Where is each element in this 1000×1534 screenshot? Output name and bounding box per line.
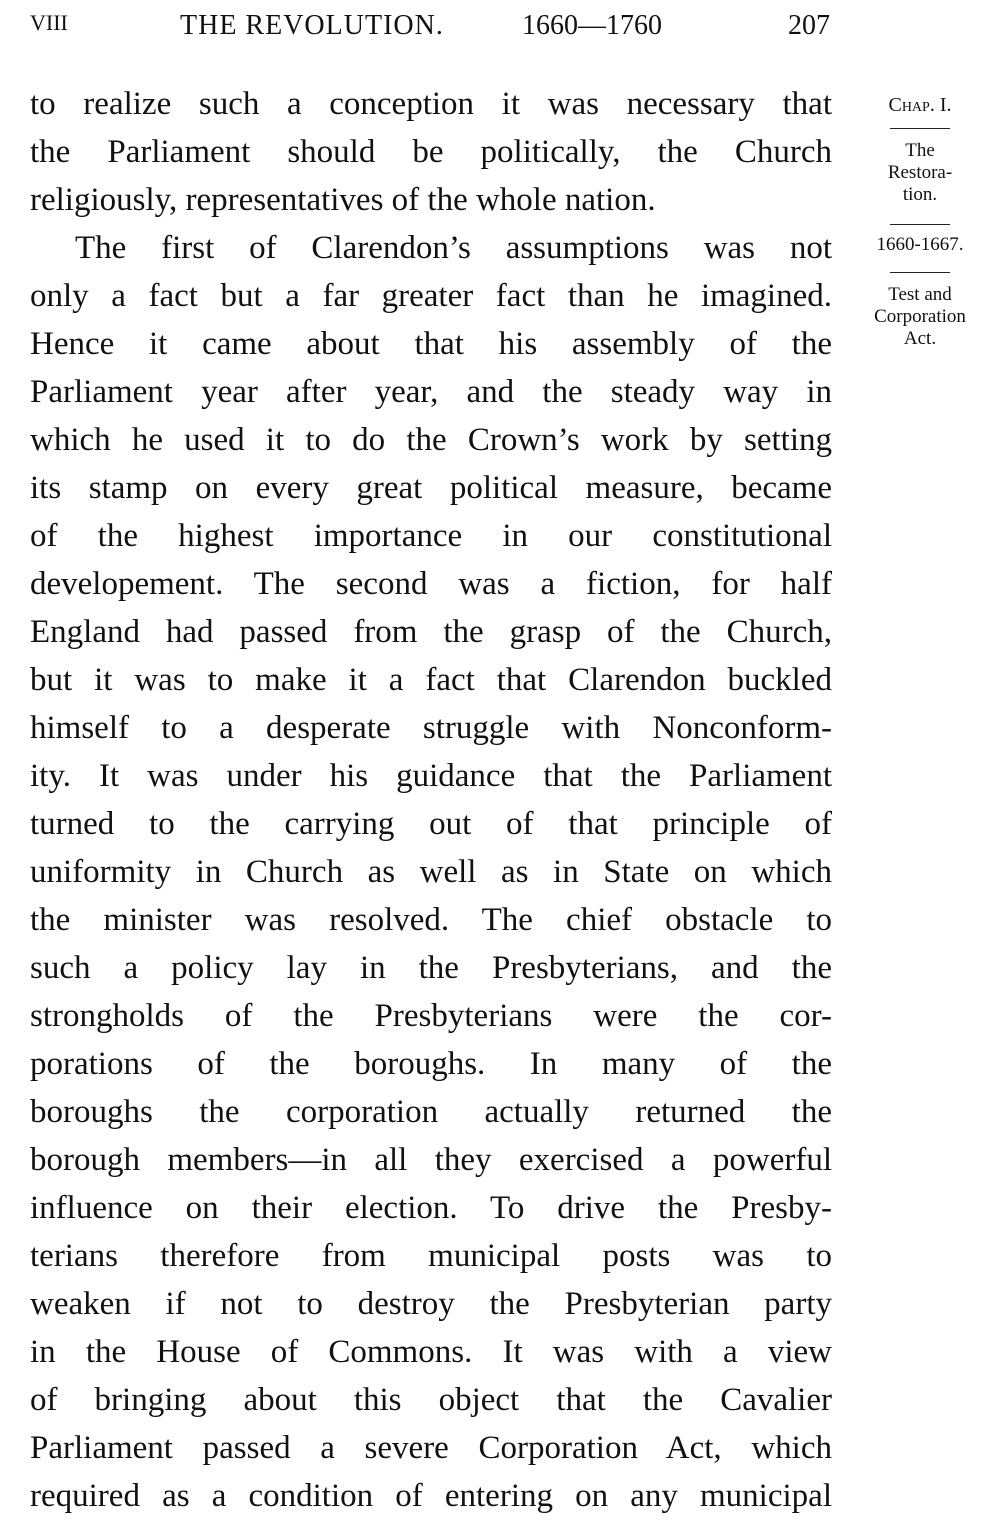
margin-rule xyxy=(890,224,950,225)
margin-topic-line: Corporation xyxy=(874,306,966,327)
text-line: borough members—in all they exercised a powerful xyxy=(30,1142,832,1178)
text-line: the Parliament should be politically, the Church xyxy=(30,134,832,170)
text-line: but it was to make it a fact that Clarendon buckled xyxy=(30,662,832,698)
page-number: 207 xyxy=(788,10,830,41)
text-line: developement. The second was a fiction, for half xyxy=(30,566,832,602)
text-line: influence on their election. To drive the Presby- xyxy=(30,1190,832,1226)
margin-restoration-line: tion. xyxy=(902,184,938,205)
text-line: ity. It was under his guidance that the Parliament xyxy=(30,758,832,794)
text-line: turned to the carrying out of that principle of xyxy=(30,806,832,842)
text-line: uniformity in Church as well as in State on which xyxy=(30,854,832,890)
margin-years: 1660-1667. xyxy=(876,234,964,255)
margin-restoration-line: Restora- xyxy=(887,162,953,183)
margin-rule xyxy=(890,128,950,129)
text-line: Parliament passed a severe Corporation Act, which xyxy=(30,1430,832,1466)
text-line: Parliament year after year, and the steady way in xyxy=(30,374,832,410)
text-line: religiously, representatives of the whole nation. xyxy=(30,182,656,218)
text-line: to realize such a conception it was necessary that xyxy=(30,86,832,122)
text-line: himself to a desperate struggle with Nonconform- xyxy=(30,710,832,746)
text-line: only a fact but a far greater fact than he imagined. xyxy=(30,278,832,314)
header-years: 1660—1760 xyxy=(522,10,662,41)
text-line: England had passed from the grasp of the Church, xyxy=(30,614,832,650)
header-title: THE REVOLUTION. xyxy=(180,10,444,41)
margin-topic xyxy=(845,284,995,350)
text-line: required as a condition of entering on any municipal xyxy=(30,1478,832,1514)
running-header xyxy=(30,10,830,46)
margin-restoration xyxy=(845,140,995,206)
marginal-notes xyxy=(845,0,995,400)
text-line: weaken if not to destroy the Presbyterian party xyxy=(30,1286,832,1322)
text-line: the minister was resolved. The chief obstacle to xyxy=(30,902,832,938)
text-line: which he used it to do the Crown’s work by setting xyxy=(30,422,832,458)
text-line: strongholds of the Presbyterians were the cor- xyxy=(30,998,832,1034)
margin-rule xyxy=(890,272,950,273)
margin-topic-line: Act. xyxy=(903,328,937,349)
text-line: such a policy lay in the Presbyterians, and the xyxy=(30,950,832,986)
text-line: terians therefore from municipal posts was to xyxy=(30,1238,832,1274)
text-line: of the highest importance in our constitutional xyxy=(30,518,832,554)
text-line: porations of the boroughs. In many of the xyxy=(30,1046,832,1082)
text-line: in the House of Commons. It was with a view xyxy=(30,1334,832,1370)
body-text xyxy=(30,80,832,1520)
text-line: its stamp on every great political measure, became xyxy=(30,470,832,506)
margin-restoration-line: The xyxy=(905,140,935,161)
margin-topic-line: Test and xyxy=(888,284,952,305)
text-line: The first of Clarendon’s assumptions was not xyxy=(75,230,832,266)
header-chapter: VIII xyxy=(30,10,68,35)
text-line: of bringing about this object that the Cavalier xyxy=(30,1382,832,1418)
text-line: Hence it came about that his assembly of the xyxy=(30,326,832,362)
text-line: boroughs the corporation actually returned the xyxy=(30,1094,832,1130)
margin-chapter: Chap. I. xyxy=(888,94,952,116)
